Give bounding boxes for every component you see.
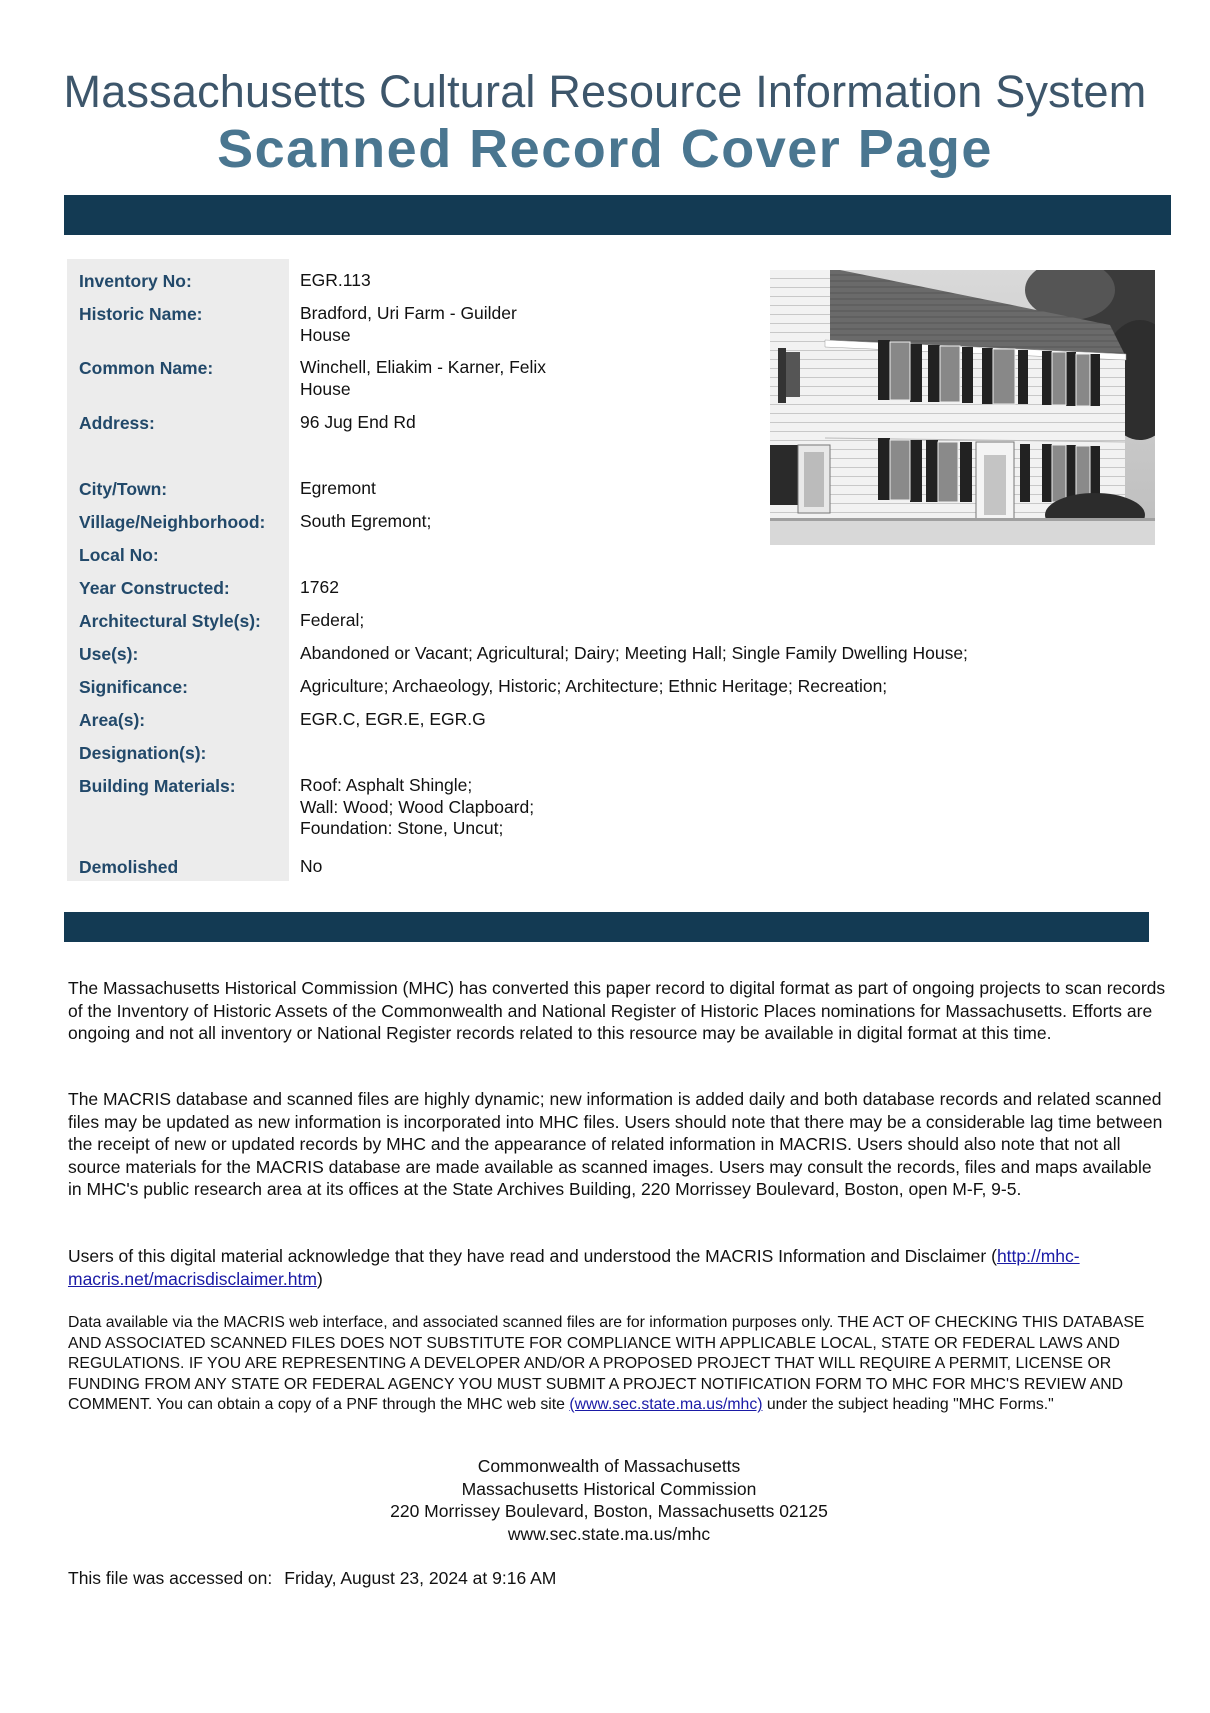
access-timestamp: [68, 1568, 556, 1589]
section-divider-bar: [64, 912, 1149, 942]
field-value: Bradford, Uri Farm - Guilder House: [300, 303, 517, 345]
address-line: Commonwealth of Massachusetts: [477, 1456, 741, 1476]
field-label: Architectural Style(s):: [79, 611, 261, 631]
field-value: EGR.C, EGR.E, EGR.G: [300, 709, 486, 729]
legal-notice-paragraph: [68, 1313, 1168, 1416]
database-paragraph: The MACRIS database and scanned files are highly dynamic; new information is added daily and both database records and related scanned files may be updated as new information is incorporated into MHC files. Users should note that there may be a considerable lag time between the receipt of new or updated records by MHC and the appearance of related information in MACRIS. Users should also note that not all source materials for the MACRIS database are made available as scanned images. Users may consult the records, files and maps available in MHC's public research area at its offices at the State Archives Building, 220 Morrissey Boulevard, Boston, open M-F, 9-5.: [68, 1089, 1163, 1199]
page-title: Scanned Record Cover Page: [217, 119, 993, 179]
system-title: Massachusetts Cultural Resource Information System: [63, 66, 1147, 117]
field-value: Roof: Asphalt Shingle; Wall: Wood; Wood Clapboard; Foundation: Stone, Uncut;: [300, 775, 535, 838]
field-label: Area(s):: [79, 710, 146, 730]
field-value: Agriculture; Archaeology, Historic; Architecture; Ethnic Heritage; Recreation;: [300, 676, 888, 696]
field-label: Address:: [79, 413, 155, 433]
disclaimer-text: Users of this digital material acknowledge that they have read and understood the MACRIS Information and Disclaimer (: [68, 1246, 997, 1266]
field-label: Use(s):: [79, 644, 139, 664]
mhc-website-link[interactable]: (www.sec.state.ma.us/mhc): [569, 1396, 763, 1413]
field-label: Designation(s):: [79, 743, 207, 763]
accessed-label: This file was accessed on:: [68, 1568, 273, 1588]
field-value: No: [300, 856, 323, 876]
legal-notice-end: under the subject heading "MHC Forms.": [762, 1396, 1054, 1413]
field-label: Inventory No:: [79, 271, 192, 291]
disclaimer-end: ): [316, 1268, 323, 1289]
field-value: 96 Jug End Rd: [300, 412, 416, 432]
field-label: City/Town:: [79, 479, 168, 499]
commission-address: [0, 1455, 1210, 1545]
address-line: www.sec.state.ma.us/mhc: [507, 1523, 711, 1544]
intro-paragraph: The Massachusetts Historical Commission (MHC) has converted this paper record to digital format as part of ongoing projects to scan records of the Inventory of Historic Assets of the Commonwealth and National Register of Historic Places nominations for Massachusetts. Efforts are ongoing and not all inventory or National Register records related to this resource may be available in digital format at this time.: [68, 978, 1166, 1043]
field-label: Year Constructed:: [79, 578, 230, 598]
field-label: Building Materials:: [79, 776, 236, 796]
field-label: Village/Neighborhood:: [79, 512, 266, 532]
field-value: EGR.113: [300, 270, 371, 290]
field-value: Abandoned or Vacant; Agricultural; Dairy; Meeting Hall; Single Family Dwelling House;: [300, 643, 968, 663]
address-line: 220 Morrissey Boulevard, Boston, Massachusetts 02125: [390, 1501, 828, 1521]
field-label: Local No:: [79, 545, 159, 565]
disclaimer-link[interactable]: http://mhc-macris.net/macrisdisclaimer.htm: [68, 1246, 1080, 1289]
field-value: Winchell, Eliakim - Karner, Felix House: [300, 357, 547, 399]
house-photo: [770, 270, 1155, 545]
field-label: Common Name:: [79, 358, 214, 378]
field-value: Egremont: [300, 478, 376, 498]
field-label: Demolished: [79, 857, 179, 877]
accessed-date: Friday, August 23, 2024 at 9:16 AM: [284, 1568, 557, 1588]
field-value: 1762: [300, 577, 339, 597]
field-label: Historic Name:: [79, 304, 203, 324]
field-value: Federal;: [300, 610, 365, 630]
field-value: South Egremont;: [300, 511, 432, 531]
address-line: Massachusetts Historical Commission: [461, 1478, 757, 1499]
disclaimer-paragraph: [68, 1245, 1168, 1290]
legal-notice-text: Data available via the MACRIS web interface, and associated scanned files are for information purposes only. THE ACT OF CHECKING THIS DATABASE AND ASSOCIATED SCANNED FILES DOES NOT SUBSTITUTE FOR COMPLIANCE WITH APPLICABLE LOCAL, STATE OR FEDERAL LAWS AND REGULATIONS. IF YOU ARE REPRESENTING A DEVELOPER AND/OR A PROPOSED PROJECT THAT WILL REQUIRE A PERMIT, LICENSE OR FUNDING FROM ANY STATE OR FEDERAL AGENCY YOU MUST SUBMIT A PROJECT NOTIFICATION FORM TO MHC FOR MHC'S REVIEW AND COMMENT. You can obtain a copy of a PNF through the MHC web site: [68, 1314, 1145, 1413]
field-label: Significance:: [79, 677, 188, 697]
header-divider-bar: [64, 195, 1171, 235]
